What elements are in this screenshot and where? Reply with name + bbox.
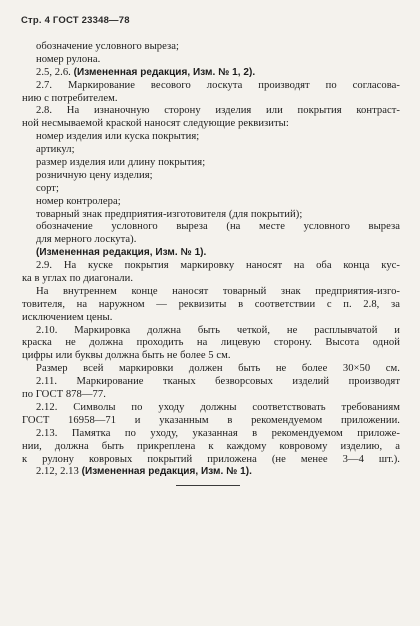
line-text: На внутреннем конце наносят товарный знак предприятия-изго- xyxy=(36,285,400,297)
text-line xyxy=(22,428,400,441)
body-text xyxy=(22,41,400,479)
amendment-note: (Измененная редакция, Изм. № 1). xyxy=(36,247,207,259)
text-line xyxy=(22,105,400,118)
line-text: 2.9. На куске покрытия маркировку наносят на оба конца кус- xyxy=(36,260,400,272)
line-text: обозначение условного выреза; xyxy=(36,41,179,52)
line-text: 2.8. На изнаночную сторону изделия или покрытия контраст- xyxy=(36,105,400,117)
text-line xyxy=(22,312,400,325)
line-text: размер изделия или длину покрытия; xyxy=(36,157,206,169)
text-line xyxy=(22,325,400,338)
line-text: розничную цену изделия; xyxy=(36,169,153,181)
line-text: 2.10. Маркировка должна быть четкой, не расплывчатой и xyxy=(36,324,400,336)
text-line xyxy=(22,131,400,144)
line-text: ГОСТ 16958—71 и указанным в рекомендуемом приложении. xyxy=(22,414,400,426)
text-line xyxy=(22,337,400,350)
line-text: по ГОСТ 878—77. xyxy=(22,389,106,401)
line-text: товарный знак предприятия-изготовителя (для покрытий); xyxy=(36,208,303,220)
text-line xyxy=(22,41,400,54)
text-line xyxy=(22,170,400,183)
text-line xyxy=(22,80,400,93)
text-line xyxy=(22,118,400,131)
line-text: номер рулона. xyxy=(36,53,101,65)
line-text: 2.7. Маркирование весового лоскута производят по согласова- xyxy=(36,79,400,91)
text-line xyxy=(22,157,400,170)
line-text: краска не должна проходить на лицевую сторону. Высота одной xyxy=(22,337,400,349)
text-line xyxy=(22,389,400,402)
text-line xyxy=(22,209,400,222)
text-line xyxy=(22,363,400,376)
line-text: для мерного лоскута). xyxy=(36,234,137,246)
line-text: товителя, на наружном — реквизиты в соответствии с п. 2.8, за xyxy=(22,298,400,310)
text-line xyxy=(22,247,400,260)
amendment-note: (Измененная редакция, Изм. № 1). xyxy=(81,466,252,478)
line-text: 2.12. Символы по уходу должны соответствовать требованиям xyxy=(36,401,400,413)
line-text: нии, должна быть прикреплена к каждому ковровому изделию, а xyxy=(22,440,400,452)
section-divider xyxy=(176,485,240,486)
line-text: Размер всей маркировки должен быть не более 30×50 см. xyxy=(36,363,400,375)
text-line xyxy=(22,196,400,209)
line-text: к рулону ковровых покрытий приложена (не менее 3—4 шт.). xyxy=(22,453,400,465)
line-text: ной несмываемой краской наносят следующие реквизиты: xyxy=(22,118,289,130)
text-line xyxy=(22,54,400,67)
clause-number: 2.12, 2.13 xyxy=(36,466,82,478)
line-text: сорт; xyxy=(36,182,59,194)
text-line xyxy=(22,376,400,389)
text-line xyxy=(22,144,400,157)
text-line xyxy=(22,273,400,286)
running-head: Стр. 4 ГОСТ 23348—78 xyxy=(21,15,130,26)
text-line xyxy=(22,466,400,479)
text-line xyxy=(22,221,400,234)
text-line xyxy=(22,286,400,299)
line-text: обозначение условного выреза (на месте условного выреза xyxy=(36,221,400,233)
line-text: артикул; xyxy=(36,144,75,156)
amendment-note: (Измененная редакция, Изм. № 1, 2). xyxy=(73,66,256,78)
text-line xyxy=(22,402,400,415)
line-text: ка в углах по диагонали. xyxy=(22,273,134,285)
text-line xyxy=(22,67,400,80)
line-text: 2.11. Маркирование тканых безворсовых изделий производят xyxy=(36,376,400,388)
clause-number: 2.5, 2.6. xyxy=(36,66,74,78)
line-text: нию с потребителем. xyxy=(22,92,118,104)
text-line xyxy=(22,454,400,467)
line-text: исключением цены. xyxy=(22,311,113,323)
line-text: цифры или буквы должна быть не более 5 см. xyxy=(22,350,231,362)
text-line xyxy=(22,93,400,106)
text-line xyxy=(22,441,400,454)
line-text: 2.13. Памятка по уходу, указанная в рекомендуемом приложе- xyxy=(36,427,400,439)
text-line xyxy=(22,260,400,273)
line-text: номер изделия или куска покрытия; xyxy=(36,131,200,143)
line-text: номер контролера; xyxy=(36,195,121,207)
text-line xyxy=(22,415,400,428)
text-line xyxy=(22,234,400,247)
text-line xyxy=(22,350,400,363)
text-line xyxy=(22,299,400,312)
text-line xyxy=(22,183,400,196)
